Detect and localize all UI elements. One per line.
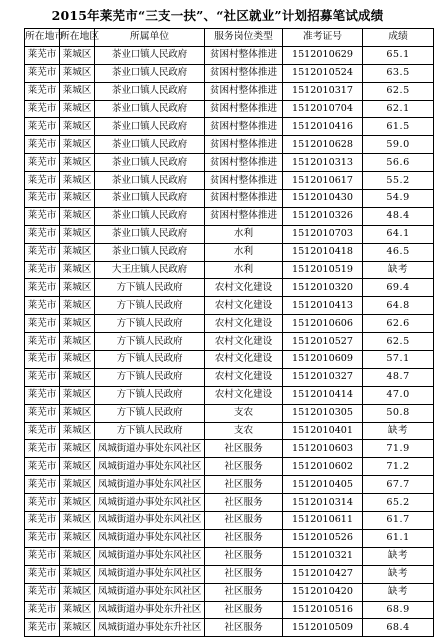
- table-row: [25, 100, 434, 118]
- cell-district: 莱城区: [60, 547, 95, 565]
- cell-score: 64.8: [363, 297, 434, 315]
- cell-score: 69.4: [363, 279, 434, 297]
- cell-unit: 方下镇人民政府: [95, 297, 205, 315]
- cell-post-type: 农村文化建设: [205, 368, 283, 386]
- cell-exam-id: 1512010414: [283, 386, 363, 404]
- cell-exam-id: 1512010313: [283, 154, 363, 172]
- cell-unit: 凤城街道办事处东风社区: [95, 547, 205, 565]
- cell-score: 62.6: [363, 315, 434, 333]
- cell-city: 莱芜市: [25, 351, 60, 369]
- cell-post-type: 贫困村整体推进: [205, 82, 283, 100]
- cell-post-type: 农村文化建设: [205, 333, 283, 351]
- cell-post-type: 社区服务: [205, 476, 283, 494]
- cell-score: 68.9: [363, 601, 434, 619]
- cell-post-type: 贫困村整体推进: [205, 136, 283, 154]
- cell-exam-id: 1512010427: [283, 565, 363, 583]
- header-row: [25, 29, 434, 47]
- cell-score: 缺考: [363, 547, 434, 565]
- cell-district: 莱城区: [60, 333, 95, 351]
- table-row: [25, 547, 434, 565]
- table-row: [25, 333, 434, 351]
- table-row: [25, 207, 434, 225]
- cell-unit: 茶业口镇人民政府: [95, 243, 205, 261]
- table-row: [25, 512, 434, 530]
- cell-city: 莱芜市: [25, 154, 60, 172]
- cell-score: 缺考: [363, 422, 434, 440]
- cell-exam-id: 1512010305: [283, 404, 363, 422]
- cell-post-type: 贫困村整体推进: [205, 154, 283, 172]
- cell-unit: 凤城街道办事处东风社区: [95, 440, 205, 458]
- cell-score: 50.8: [363, 404, 434, 422]
- cell-district: 莱城区: [60, 458, 95, 476]
- cell-city: 莱芜市: [25, 440, 60, 458]
- cell-exam-id: 1512010405: [283, 476, 363, 494]
- cell-exam-id: 1512010413: [283, 297, 363, 315]
- cell-unit: 茶业口镇人民政府: [95, 136, 205, 154]
- cell-city: 莱芜市: [25, 225, 60, 243]
- header-post-type: 服务岗位类型: [205, 29, 283, 47]
- cell-district: 莱城区: [60, 136, 95, 154]
- cell-post-type: 社区服务: [205, 583, 283, 601]
- cell-unit: 方下镇人民政府: [95, 333, 205, 351]
- cell-city: 莱芜市: [25, 476, 60, 494]
- cell-score: 65.1: [363, 46, 434, 64]
- cell-score: 55.2: [363, 172, 434, 190]
- table-row: [25, 46, 434, 64]
- cell-district: 莱城区: [60, 619, 95, 637]
- cell-post-type: 社区服务: [205, 565, 283, 583]
- cell-post-type: 贫困村整体推进: [205, 64, 283, 82]
- cell-score: 61.5: [363, 118, 434, 136]
- cell-unit: 凤城街道办事处东风社区: [95, 494, 205, 512]
- cell-post-type: 水利: [205, 243, 283, 261]
- cell-city: 莱芜市: [25, 333, 60, 351]
- cell-district: 莱城区: [60, 261, 95, 279]
- cell-unit: 方下镇人民政府: [95, 279, 205, 297]
- cell-city: 莱芜市: [25, 422, 60, 440]
- table-row: [25, 82, 434, 100]
- cell-city: 莱芜市: [25, 529, 60, 547]
- cell-exam-id: 1512010321: [283, 547, 363, 565]
- cell-score: 61.7: [363, 512, 434, 530]
- cell-score: 缺考: [363, 565, 434, 583]
- cell-district: 莱城区: [60, 476, 95, 494]
- cell-unit: 凤城街道办事处东升社区: [95, 619, 205, 637]
- cell-unit: 方下镇人民政府: [95, 404, 205, 422]
- cell-unit: 方下镇人民政府: [95, 386, 205, 404]
- page-title: 2015年莱芜市“三支一扶”、“社区就业”计划招募笔试成绩: [51, 8, 384, 23]
- cell-unit: 方下镇人民政府: [95, 351, 205, 369]
- cell-exam-id: 1512010430: [283, 190, 363, 208]
- cell-city: 莱芜市: [25, 118, 60, 136]
- cell-exam-id: 1512010416: [283, 118, 363, 136]
- table-row: [25, 279, 434, 297]
- table-row: [25, 225, 434, 243]
- cell-unit: 茶业口镇人民政府: [95, 207, 205, 225]
- header-exam-id: 准考证号: [283, 29, 363, 47]
- cell-city: 莱芜市: [25, 172, 60, 190]
- cell-score: 56.6: [363, 154, 434, 172]
- cell-score: 62.1: [363, 100, 434, 118]
- cell-city: 莱芜市: [25, 46, 60, 64]
- table-row: [25, 172, 434, 190]
- cell-post-type: 社区服务: [205, 440, 283, 458]
- cell-post-type: 支农: [205, 422, 283, 440]
- table-row: [25, 565, 434, 583]
- cell-district: 莱城区: [60, 512, 95, 530]
- cell-exam-id: 1512010420: [283, 583, 363, 601]
- cell-score: 65.2: [363, 494, 434, 512]
- cell-exam-id: 1512010516: [283, 601, 363, 619]
- table-row: [25, 619, 434, 637]
- header-unit: 所属单位: [95, 29, 205, 47]
- cell-unit: 茶业口镇人民政府: [95, 46, 205, 64]
- cell-post-type: 社区服务: [205, 458, 283, 476]
- cell-city: 莱芜市: [25, 243, 60, 261]
- cell-exam-id: 1512010524: [283, 64, 363, 82]
- header-city: 所在地市: [25, 29, 60, 47]
- cell-unit: 大王庄镇人民政府: [95, 261, 205, 279]
- table-row: [25, 458, 434, 476]
- cell-score: 62.5: [363, 82, 434, 100]
- cell-post-type: 贫困村整体推进: [205, 118, 283, 136]
- cell-post-type: 贫困村整体推进: [205, 172, 283, 190]
- cell-district: 莱城区: [60, 529, 95, 547]
- cell-city: 莱芜市: [25, 494, 60, 512]
- cell-exam-id: 1512010603: [283, 440, 363, 458]
- cell-post-type: 社区服务: [205, 619, 283, 637]
- cell-unit: 茶业口镇人民政府: [95, 82, 205, 100]
- cell-score: 48.7: [363, 368, 434, 386]
- cell-post-type: 贫困村整体推进: [205, 207, 283, 225]
- cell-exam-id: 1512010327: [283, 368, 363, 386]
- cell-unit: 凤城街道办事处东风社区: [95, 458, 205, 476]
- table-row: [25, 386, 434, 404]
- cell-score: 缺考: [363, 583, 434, 601]
- table-row: [25, 476, 434, 494]
- cell-city: 莱芜市: [25, 368, 60, 386]
- header-score: 成绩: [363, 29, 434, 47]
- cell-district: 莱城区: [60, 368, 95, 386]
- cell-district: 莱城区: [60, 64, 95, 82]
- cell-unit: 茶业口镇人民政府: [95, 154, 205, 172]
- table-row: [25, 583, 434, 601]
- cell-post-type: 贫困村整体推进: [205, 100, 283, 118]
- cell-district: 莱城区: [60, 565, 95, 583]
- cell-exam-id: 1512010509: [283, 619, 363, 637]
- cell-post-type: 农村文化建设: [205, 315, 283, 333]
- cell-city: 莱芜市: [25, 100, 60, 118]
- cell-district: 莱城区: [60, 315, 95, 333]
- cell-exam-id: 1512010602: [283, 458, 363, 476]
- cell-score: 48.4: [363, 207, 434, 225]
- cell-city: 莱芜市: [25, 279, 60, 297]
- cell-district: 莱城区: [60, 440, 95, 458]
- cell-unit: 方下镇人民政府: [95, 422, 205, 440]
- cell-exam-id: 1512010628: [283, 136, 363, 154]
- cell-city: 莱芜市: [25, 619, 60, 637]
- cell-exam-id: 1512010320: [283, 279, 363, 297]
- cell-city: 莱芜市: [25, 386, 60, 404]
- table-row: [25, 351, 434, 369]
- table-row: [25, 261, 434, 279]
- cell-district: 莱城区: [60, 351, 95, 369]
- cell-score: 68.4: [363, 619, 434, 637]
- cell-unit: 茶业口镇人民政府: [95, 64, 205, 82]
- cell-district: 莱城区: [60, 583, 95, 601]
- cell-exam-id: 1512010527: [283, 333, 363, 351]
- cell-district: 莱城区: [60, 601, 95, 619]
- table-row: [25, 315, 434, 333]
- cell-unit: 茶业口镇人民政府: [95, 190, 205, 208]
- cell-unit: 凤城街道办事处东风社区: [95, 565, 205, 583]
- cell-score: 54.9: [363, 190, 434, 208]
- cell-score: 61.1: [363, 529, 434, 547]
- cell-city: 莱芜市: [25, 82, 60, 100]
- cell-post-type: 支农: [205, 404, 283, 422]
- cell-exam-id: 1512010519: [283, 261, 363, 279]
- cell-exam-id: 1512010401: [283, 422, 363, 440]
- cell-post-type: 贫困村整体推进: [205, 46, 283, 64]
- cell-post-type: 水利: [205, 225, 283, 243]
- cell-exam-id: 1512010703: [283, 225, 363, 243]
- cell-district: 莱城区: [60, 172, 95, 190]
- cell-score: 64.1: [363, 225, 434, 243]
- cell-unit: 凤城街道办事处东风社区: [95, 476, 205, 494]
- cell-unit: 茶业口镇人民政府: [95, 118, 205, 136]
- cell-unit: 凤城街道办事处东风社区: [95, 583, 205, 601]
- table-row: [25, 136, 434, 154]
- cell-unit: 茶业口镇人民政府: [95, 100, 205, 118]
- cell-exam-id: 1512010606: [283, 315, 363, 333]
- cell-district: 莱城区: [60, 118, 95, 136]
- cell-post-type: 农村文化建设: [205, 386, 283, 404]
- cell-city: 莱芜市: [25, 547, 60, 565]
- table-row: [25, 601, 434, 619]
- cell-exam-id: 1512010326: [283, 207, 363, 225]
- table-row: [25, 190, 434, 208]
- cell-city: 莱芜市: [25, 601, 60, 619]
- cell-city: 莱芜市: [25, 207, 60, 225]
- cell-city: 莱芜市: [25, 64, 60, 82]
- table-row: [25, 297, 434, 315]
- cell-district: 莱城区: [60, 207, 95, 225]
- cell-city: 莱芜市: [25, 565, 60, 583]
- cell-exam-id: 1512010609: [283, 351, 363, 369]
- cell-post-type: 贫困村整体推进: [205, 190, 283, 208]
- cell-city: 莱芜市: [25, 512, 60, 530]
- cell-exam-id: 1512010611: [283, 512, 363, 530]
- cell-unit: 凤城街道办事处东升社区: [95, 601, 205, 619]
- table-row: [25, 404, 434, 422]
- cell-post-type: 社区服务: [205, 512, 283, 530]
- cell-score: 71.9: [363, 440, 434, 458]
- cell-post-type: 农村文化建设: [205, 279, 283, 297]
- cell-city: 莱芜市: [25, 261, 60, 279]
- cell-district: 莱城区: [60, 279, 95, 297]
- cell-exam-id: 1512010629: [283, 46, 363, 64]
- cell-score: 67.7: [363, 476, 434, 494]
- cell-score: 47.0: [363, 386, 434, 404]
- table-row: [25, 529, 434, 547]
- cell-district: 莱城区: [60, 386, 95, 404]
- table-row: [25, 494, 434, 512]
- cell-unit: 凤城街道办事处东风社区: [95, 529, 205, 547]
- cell-city: 莱芜市: [25, 315, 60, 333]
- table-row: [25, 422, 434, 440]
- cell-unit: 方下镇人民政府: [95, 315, 205, 333]
- cell-district: 莱城区: [60, 225, 95, 243]
- cell-post-type: 社区服务: [205, 529, 283, 547]
- cell-district: 莱城区: [60, 297, 95, 315]
- cell-unit: 茶业口镇人民政府: [95, 225, 205, 243]
- header-district: 所在地区: [60, 29, 95, 47]
- cell-district: 莱城区: [60, 154, 95, 172]
- cell-exam-id: 1512010314: [283, 494, 363, 512]
- cell-score: 62.5: [363, 333, 434, 351]
- cell-post-type: 社区服务: [205, 601, 283, 619]
- cell-exam-id: 1512010526: [283, 529, 363, 547]
- table-row: [25, 243, 434, 261]
- cell-score: 缺考: [363, 261, 434, 279]
- cell-post-type: 农村文化建设: [205, 297, 283, 315]
- cell-score: 57.1: [363, 351, 434, 369]
- cell-post-type: 社区服务: [205, 494, 283, 512]
- cell-city: 莱芜市: [25, 583, 60, 601]
- cell-post-type: 社区服务: [205, 547, 283, 565]
- scores-table: [24, 28, 434, 637]
- cell-unit: 方下镇人民政府: [95, 368, 205, 386]
- cell-post-type: 农村文化建设: [205, 351, 283, 369]
- cell-exam-id: 1512010617: [283, 172, 363, 190]
- cell-unit: 凤城街道办事处东风社区: [95, 512, 205, 530]
- table-row: [25, 440, 434, 458]
- table-row: [25, 64, 434, 82]
- cell-district: 莱城区: [60, 100, 95, 118]
- cell-score: 71.2: [363, 458, 434, 476]
- cell-score: 59.0: [363, 136, 434, 154]
- cell-city: 莱芜市: [25, 190, 60, 208]
- cell-city: 莱芜市: [25, 297, 60, 315]
- table-row: [25, 118, 434, 136]
- table-row: [25, 368, 434, 386]
- cell-city: 莱芜市: [25, 404, 60, 422]
- cell-city: 莱芜市: [25, 458, 60, 476]
- cell-exam-id: 1512010418: [283, 243, 363, 261]
- cell-score: 63.5: [363, 64, 434, 82]
- cell-unit: 茶业口镇人民政府: [95, 172, 205, 190]
- cell-district: 莱城区: [60, 494, 95, 512]
- cell-exam-id: 1512010317: [283, 82, 363, 100]
- cell-district: 莱城区: [60, 404, 95, 422]
- cell-district: 莱城区: [60, 46, 95, 64]
- cell-score: 46.5: [363, 243, 434, 261]
- cell-district: 莱城区: [60, 82, 95, 100]
- cell-exam-id: 1512010704: [283, 100, 363, 118]
- table-row: [25, 154, 434, 172]
- cell-district: 莱城区: [60, 243, 95, 261]
- cell-district: 莱城区: [60, 190, 95, 208]
- cell-post-type: 水利: [205, 261, 283, 279]
- cell-district: 莱城区: [60, 422, 95, 440]
- cell-city: 莱芜市: [25, 136, 60, 154]
